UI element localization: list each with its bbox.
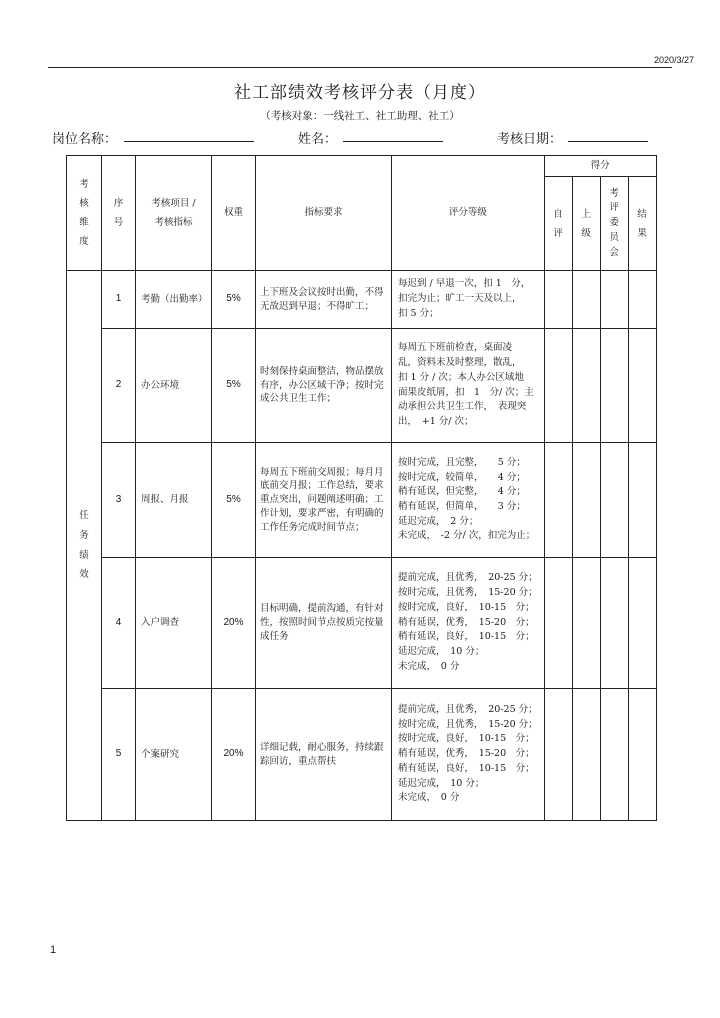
row-weight: 5% [212,329,256,443]
self-score-cell[interactable] [544,329,572,443]
table-row [67,329,657,443]
table-row [67,689,657,821]
page-subtitle: （考核对象：一线社工、社工助理、社工） [260,110,460,122]
superior-score-cell[interactable] [572,329,600,443]
superior-score-cell[interactable] [572,271,600,329]
result-score-cell[interactable] [628,271,656,329]
committee-score-cell[interactable] [600,271,628,329]
row-seq: 5 [102,689,136,821]
table-row [67,271,657,329]
committee-score-cell[interactable] [600,558,628,689]
row-seq: 4 [102,558,136,689]
row-weight: 20% [212,689,256,821]
row-item: 周报、月报 [136,443,212,558]
assessment-table [66,155,657,821]
header-dimension: 考 核 维 度 [67,156,102,271]
table-row [67,558,657,689]
row-requirement: 目标明确，提前沟通，有针对性，按照时间节点按质完按量成任务 [256,558,392,689]
assessment-date-label: 考核日期： [497,132,563,147]
header-weight: 权重 [212,156,256,271]
name-label: 姓名： [298,132,338,147]
row-weight: 5% [212,271,256,329]
superior-score-cell[interactable] [572,689,600,821]
header-superior: 上 级 [572,177,600,271]
self-score-cell[interactable] [544,689,572,821]
position-label: 岗位名称： [52,132,118,147]
result-score-cell[interactable] [628,689,656,821]
assessment-date-field[interactable] [568,141,648,142]
row-grade: 按时完成，且完整， 5 分； 按时完成，较简单， 4 分； 稍有延误，但完整， 4 分； 稍有延误，但简单， 3 分； 延迟完成， 2 分； 未完成， -2 分/ 次，扣完为止； [392,443,545,558]
header-score: 得分 [544,156,656,177]
row-item: 个案研究 [136,689,212,821]
header-self-eval: 自 评 [544,177,572,271]
row-grade: 提前完成，且优秀， 20-25 分； 按时完成，且优秀， 15-20 分； 按时完成，良好， 10-15 分； 稍有延误，优秀， 15-20 分； 稍有延误，良好， 10-15 分； 延迟完成， 10 分； 未完成， 0 分 [392,558,545,689]
self-score-cell[interactable] [544,271,572,329]
row-grade: 提前完成，且优秀， 20-25 分； 按时完成，且优秀， 15-20 分； 按时完成，良好， 10-15 分； 稍有延误，优秀， 15-20 分； 稍有延误，良好， 10-15 分； 延迟完成， 10 分； 未完成， 0 分 [392,689,545,821]
row-seq: 1 [102,271,136,329]
row-item: 入户调查 [136,558,212,689]
table-row [67,443,657,558]
header-item: 考核项目 / 考核指标 [136,156,212,271]
header-seq: 序 号 [102,156,136,271]
print-date: 2020/3/27 [653,55,694,65]
header-result: 结 果 [628,177,656,271]
row-requirement: 详细记载，耐心服务，持续跟踪回访，重点帮扶 [256,689,392,821]
header-committee: 考 评 委 员 会 [600,177,628,271]
self-score-cell[interactable] [544,558,572,689]
committee-score-cell[interactable] [600,329,628,443]
row-weight: 20% [212,558,256,689]
committee-score-cell[interactable] [600,443,628,558]
result-score-cell[interactable] [628,329,656,443]
result-score-cell[interactable] [628,443,656,558]
superior-score-cell[interactable] [572,558,600,689]
superior-score-cell[interactable] [572,443,600,558]
row-item: 考勤（出勤率） [136,271,212,329]
committee-score-cell[interactable] [600,689,628,821]
header-grade: 评分等级 [392,156,545,271]
row-requirement: 上下班及会议按时出勤，不得无故迟到早退；不得旷工； [256,271,392,329]
row-seq: 3 [102,443,136,558]
row-requirement: 每周五下班前交周报；每月月底前交月报；工作总结，要求重点突出，问题阐述明确；工作计划，要求严密，有明确的工作任务完成时间节点； [256,443,392,558]
result-score-cell[interactable] [628,558,656,689]
row-seq: 2 [102,329,136,443]
page-title: 社工部绩效考核评分表（月度） [234,83,486,103]
page-number: 1 [50,944,57,956]
position-field[interactable] [124,141,254,142]
row-grade: 每迟到 / 早退一次，扣 1 分， 扣完为止；旷工一天及以上， 扣 5 分； [392,271,545,329]
header-requirement: 指标要求 [256,156,392,271]
row-item: 办公环境 [136,329,212,443]
row-grade: 每周五下班前检查，桌面凌 乱，资料未及时整理，散乱， 扣 1 分 / 次；本人办公区域地 面果皮纸屑，扣 1 分/ 次；主 动承担公共卫生工作， 表现突 出， +1 分/ 次； [392,329,545,443]
dimension-task-performance: 任 务 绩 效 [67,271,102,821]
name-field[interactable] [343,141,443,142]
row-requirement: 时刻保持桌面整洁，物品摆放有序，办公区域干净；按时完成公共卫生工作； [256,329,392,443]
header-rule [48,67,672,68]
row-weight: 5% [212,443,256,558]
self-score-cell[interactable] [544,443,572,558]
